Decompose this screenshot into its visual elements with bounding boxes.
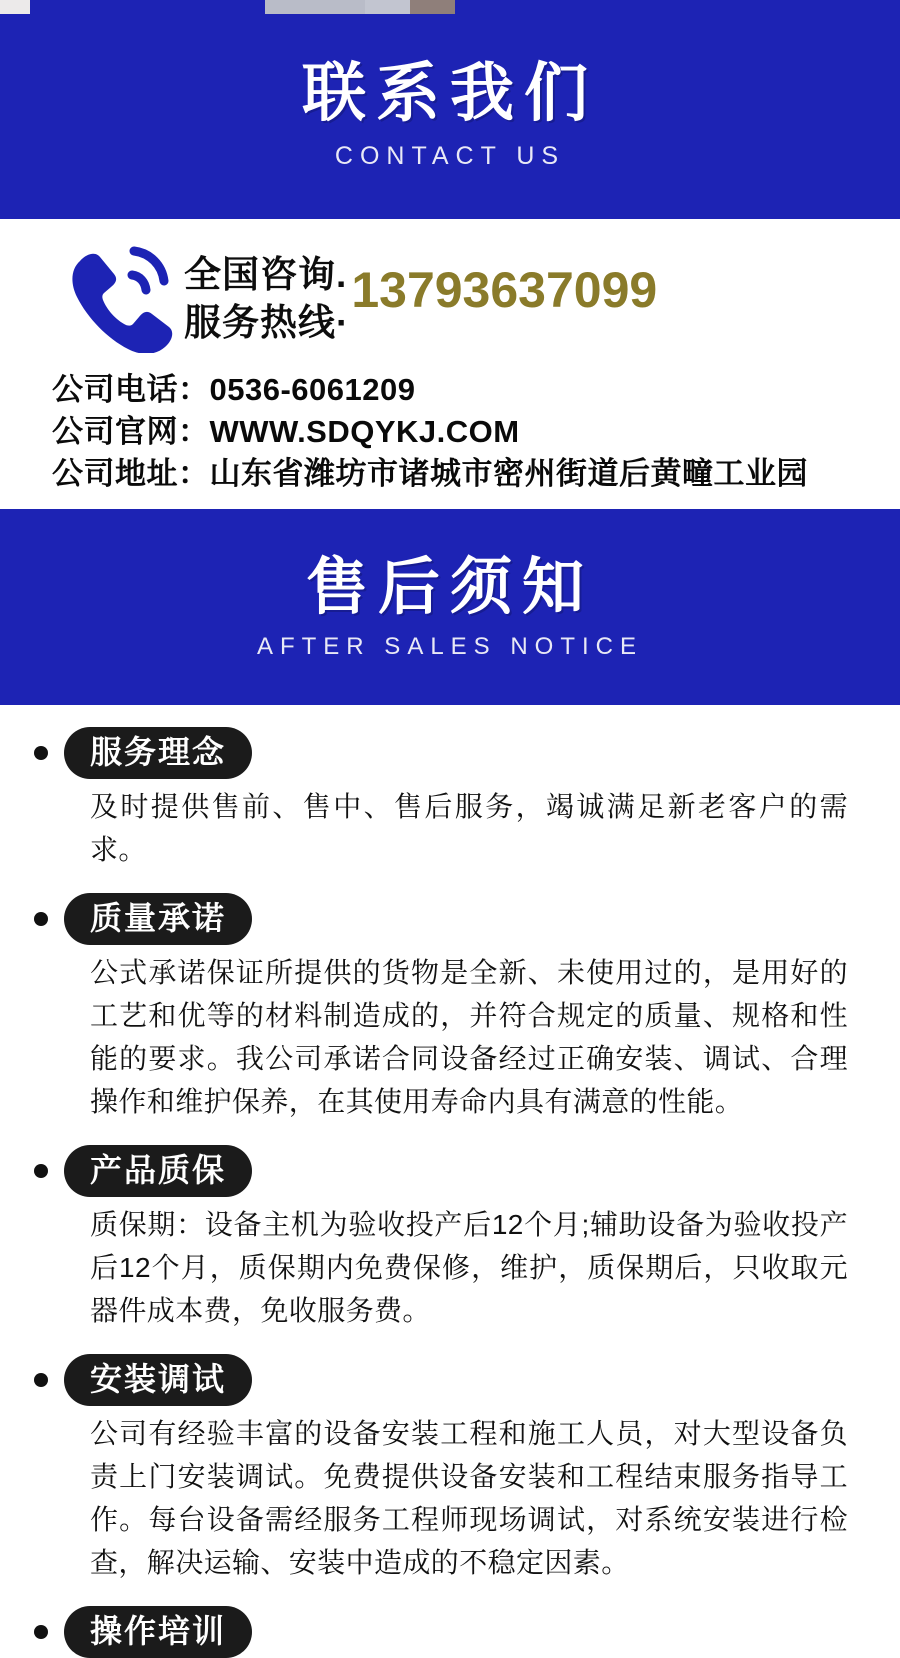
phone-ringing-icon xyxy=(62,245,180,353)
hotline-number: 13793637099 xyxy=(351,262,658,318)
bullet-dot-icon xyxy=(34,1625,48,1639)
after-sales-title-cn: 售后须知 xyxy=(305,553,594,622)
list-item xyxy=(0,1354,900,1584)
list-item xyxy=(0,1606,900,1658)
status-badge: 操作培训 xyxy=(64,1606,252,1658)
company-website: 公司官网：WWW.SDQYKJ.COM xyxy=(52,414,520,449)
strip-segment xyxy=(410,0,455,14)
notice-body: 公司有经验丰富的设备安装工程和施工人员，对大型设备负责上门安装调试。免费提供设备安装和工程结束服务指导工作。每台设备需经服务工程师现场调试，对系统安装进行检查，解决运输、安装中造成的不稳定因素。 xyxy=(90,1418,848,1578)
strip-segment xyxy=(455,0,900,14)
company-phone: 公司电话：0536-6061209 xyxy=(52,372,416,407)
hotline-label xyxy=(180,251,349,347)
after-sales-banner xyxy=(0,509,900,705)
after-sales-notice-list xyxy=(0,705,900,1658)
strip-segment xyxy=(265,0,365,14)
bullet-dot-icon xyxy=(34,912,48,926)
hotline-label-line2: 服务热线· xyxy=(184,302,350,343)
company-address: 公司地址：山东省潍坊市诸城市密州街道后黄疃工业园 xyxy=(52,456,808,491)
list-item xyxy=(0,727,900,871)
after-sales-title-en: AFTER SALES NOTICE xyxy=(256,633,644,660)
notice-heading xyxy=(34,1354,866,1406)
top-decor-strip xyxy=(0,0,900,14)
notice-body: 及时提供售前、售中、售后服务，竭诚满足新老客户的需求。 xyxy=(90,791,848,865)
contact-us-banner xyxy=(0,14,900,219)
notice-body: 质保期：设备主机为验收投产后12个月;辅助设备为验收投产后12个月，质保期内免费保修，维护，质保期后，只收取元器件成本费，免收服务费。 xyxy=(90,1209,848,1326)
strip-segment xyxy=(0,0,30,14)
list-item xyxy=(0,893,900,1123)
bullet-dot-icon xyxy=(34,746,48,760)
bullet-dot-icon xyxy=(34,1373,48,1387)
contact-details xyxy=(0,219,900,509)
strip-segment xyxy=(30,0,265,14)
notice-heading xyxy=(34,1606,866,1658)
contact-us-title-cn: 联系我们 xyxy=(302,57,598,129)
bullet-dot-icon xyxy=(34,1164,48,1178)
hotline-text-group xyxy=(180,251,657,347)
list-item xyxy=(0,1145,900,1332)
notice-heading xyxy=(34,893,866,945)
hotline-row xyxy=(0,245,900,353)
status-badge: 质量承诺 xyxy=(64,893,252,945)
notice-heading xyxy=(34,1145,866,1197)
hotline-label-line1: 全国咨询. xyxy=(184,254,348,295)
status-badge: 产品质保 xyxy=(64,1145,252,1197)
company-info-lines xyxy=(0,353,900,495)
notice-heading xyxy=(34,727,866,779)
strip-segment xyxy=(365,0,410,14)
notice-body: 公式承诺保证所提供的货物是全新、未使用过的，是用好的工艺和优等的材料制造成的，并符合规定的质量、规格和性能的要求。我公司承诺合同设备经过正确安装、调试、合理操作和维护保养，在其使用寿命内具有满意的性能。 xyxy=(90,957,848,1117)
contact-us-title-en: CONTACT US xyxy=(334,142,566,170)
status-badge: 服务理念 xyxy=(64,727,252,779)
status-badge: 安装调试 xyxy=(64,1354,252,1406)
